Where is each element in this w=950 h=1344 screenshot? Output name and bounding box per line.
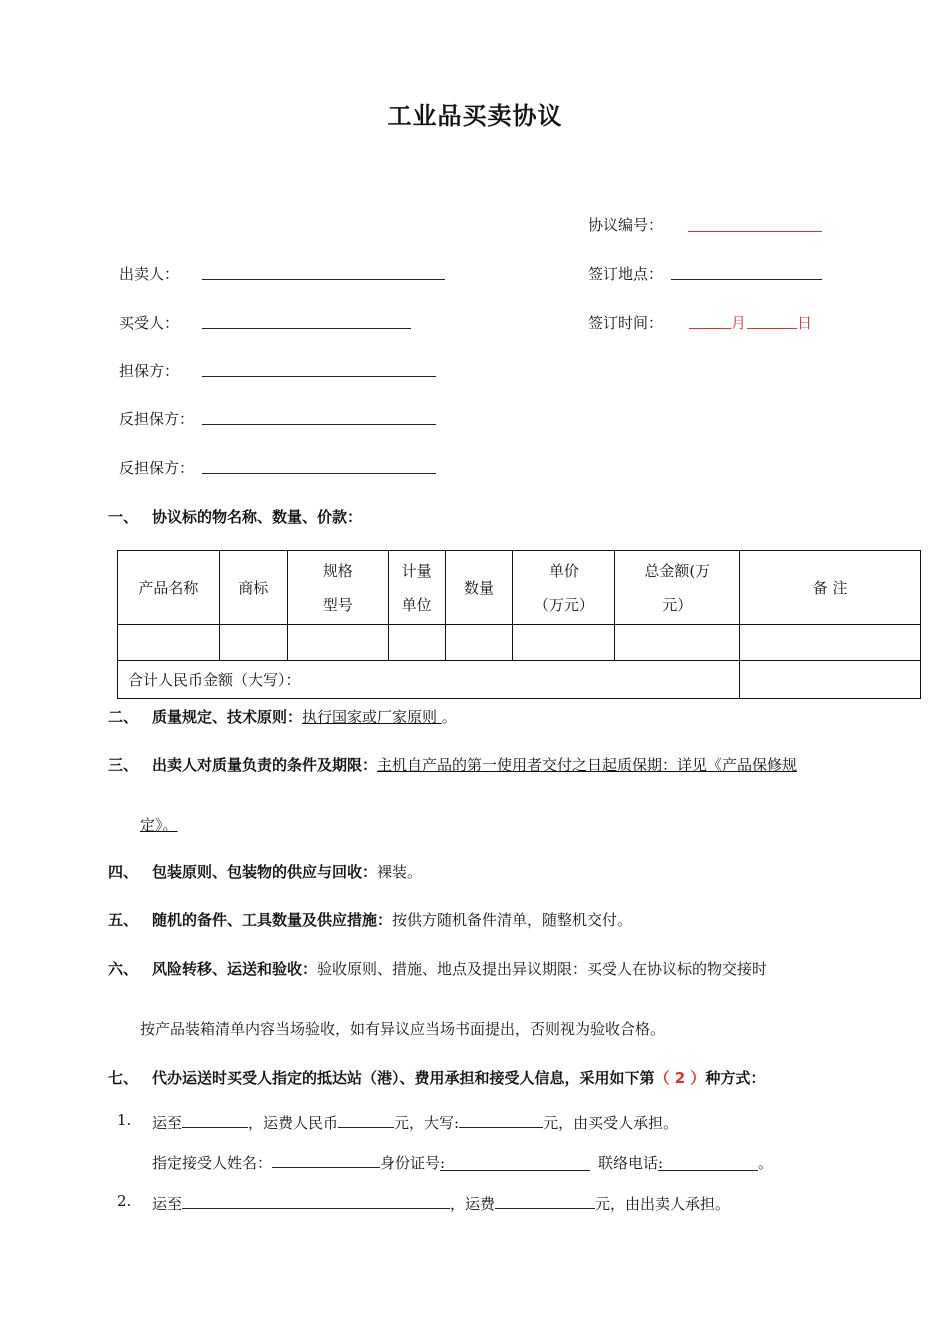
option-1-line: 运至 ，运费人民币 元，大写: 元，由买受人承担。 — [152, 1111, 678, 1133]
table-row — [118, 625, 921, 661]
sign-place-field[interactable] — [671, 279, 822, 280]
agreement-no-field[interactable] — [688, 231, 822, 232]
counter-guarantor-field[interactable] — [202, 424, 436, 425]
goods-table — [117, 550, 921, 699]
freight-capital-field[interactable] — [459, 1111, 543, 1128]
sign-time-month-field[interactable] — [689, 328, 731, 329]
counter-guarantor-label: 反担保方： — [119, 410, 195, 428]
total-value-cell[interactable] — [740, 661, 921, 699]
section-3-line: 出卖人对质量负责的条件及期限：主机自产品的第一使用者交付之日起质保期：详见《产品保修规 — [152, 756, 798, 774]
section-4-line: 包装原则、包装物的供应与回收：裸装。 — [152, 863, 423, 881]
receiver-name-field[interactable] — [272, 1151, 380, 1168]
table-cell[interactable] — [513, 625, 615, 661]
sign-place-label: 签订地点： — [588, 265, 664, 283]
agreement-no-label: 协议编号： — [588, 216, 664, 234]
table-header-row — [118, 551, 921, 625]
guarantor-field[interactable] — [202, 376, 436, 377]
table-cell[interactable] — [740, 625, 921, 661]
table-cell[interactable] — [615, 625, 740, 661]
section-heading: 协议标的物名称、数量、价款： — [152, 508, 363, 526]
section-2-line: 质量规定、技术原则：执行国家或厂家原则 。 — [152, 708, 457, 726]
header-cell: 备 注 — [740, 551, 921, 625]
freight-field[interactable] — [495, 1192, 595, 1209]
header-cell: 计量 单位 — [388, 551, 445, 625]
page-title: 工业品买卖协议 — [387, 102, 563, 130]
option-2-line: 运至 ，运费 元，由出卖人承担。 — [152, 1192, 730, 1214]
section-number: 七、 — [108, 1069, 139, 1087]
header-cell: 总金额(万 元） — [615, 551, 740, 625]
option-number: 1. — [117, 1111, 132, 1129]
id-number-field[interactable]: : — [440, 1154, 590, 1171]
buyer-label: 买受人： — [119, 314, 180, 332]
sign-time-day-field[interactable] — [747, 328, 797, 329]
seller-field[interactable] — [202, 279, 445, 280]
section-5-line: 随机的备件、工具数量及供应措施：按供方随机备件清单，随整机交付。 — [152, 911, 633, 929]
section-number: 一、 — [108, 508, 139, 526]
header-cell: 数量 — [445, 551, 513, 625]
section-number: 三、 — [108, 756, 139, 774]
receiver-info-line: 指定接受人姓名： 身份证号: 联络电话: 。 — [152, 1151, 773, 1173]
sign-time-day: 日 — [797, 314, 813, 332]
table-cell[interactable] — [287, 625, 388, 661]
section-number: 四、 — [108, 863, 139, 881]
section-6-line: 风险转移、运送和验收：验收原则、措施、地点及提出异议期限：买受人在协议标的物交接时 — [152, 960, 768, 978]
freight-field[interactable] — [338, 1111, 394, 1128]
table-total-row — [118, 661, 921, 699]
counter-guarantor-label-2: 反担保方： — [119, 459, 195, 477]
header-cell: 商标 — [219, 551, 287, 625]
section-number: 五、 — [108, 911, 139, 929]
section-3-continuation: 定》。 — [140, 816, 178, 834]
header-cell: 规格 型号 — [287, 551, 388, 625]
destination-field[interactable] — [182, 1111, 248, 1128]
section-6-continuation: 按产品装箱清单内容当场验收，如有异议应当场书面提出，否则视为验收合格。 — [140, 1020, 666, 1038]
phone-field[interactable]: : — [658, 1154, 758, 1171]
section-number: 二、 — [108, 708, 139, 726]
total-label: 合计人民币金额（大写）： — [118, 661, 740, 699]
buyer-field[interactable] — [202, 328, 411, 329]
section-7-line: 代办运送时买受人指定的抵达站（港）、费用承担和接受人信息，采用如下第（ 2 ）种方式： — [152, 1069, 766, 1087]
option-number: 2. — [117, 1192, 132, 1210]
counter-guarantor-field-2[interactable] — [202, 473, 436, 474]
table-cell[interactable] — [388, 625, 445, 661]
sign-time-month: 月 — [731, 314, 747, 332]
sign-time-label: 签订时间： — [588, 314, 664, 332]
header-cell: 产品名称 — [118, 551, 220, 625]
seller-label: 出卖人： — [119, 265, 180, 283]
header-cell: 单价 （万元） — [513, 551, 615, 625]
table-cell[interactable] — [118, 625, 220, 661]
table-cell[interactable] — [219, 625, 287, 661]
guarantor-label: 担保方： — [119, 362, 180, 380]
destination-field[interactable] — [182, 1192, 450, 1209]
table-cell[interactable] — [445, 625, 513, 661]
section-number: 六、 — [108, 960, 139, 978]
